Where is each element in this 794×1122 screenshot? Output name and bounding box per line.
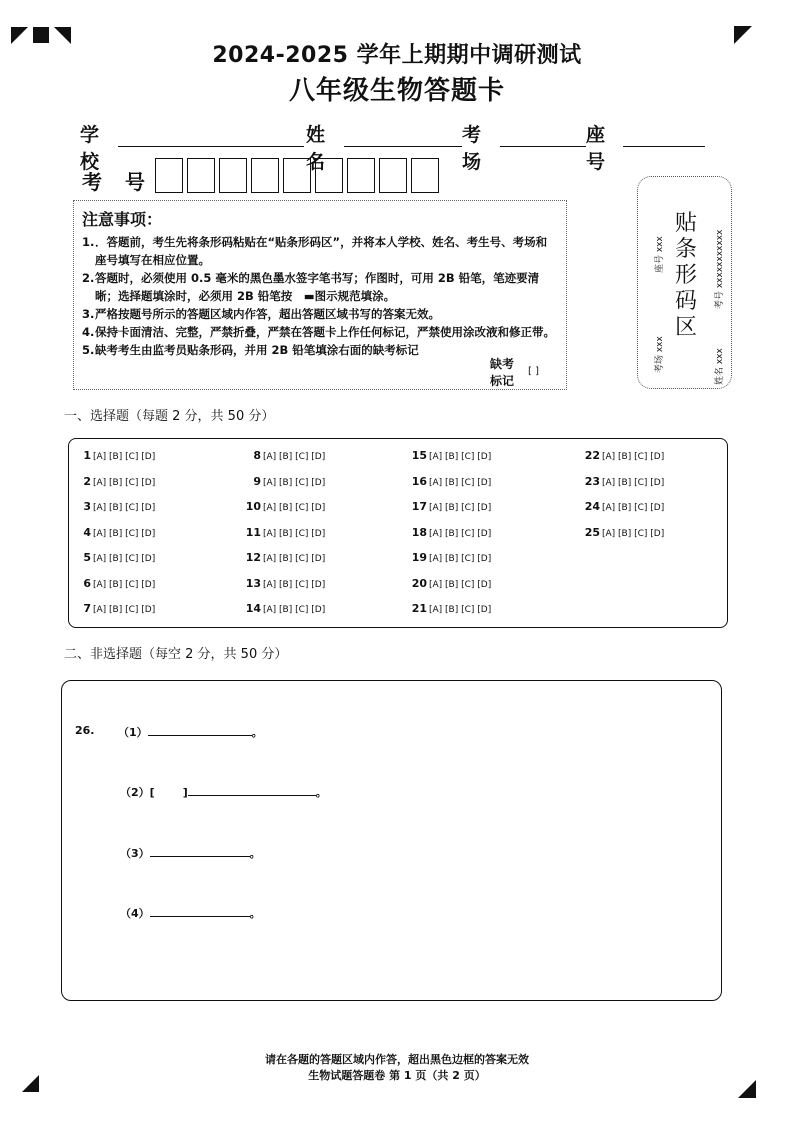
- name-field[interactable]: [344, 146, 462, 147]
- mc-number: 1: [83, 449, 91, 462]
- mc-question[interactable]: [245, 602, 325, 615]
- mc-question[interactable]: [411, 500, 491, 513]
- period: 。: [249, 847, 261, 860]
- mc-number: 17: [411, 500, 427, 513]
- mc-number: 16: [411, 475, 427, 488]
- period: 。: [249, 907, 261, 920]
- notice-title: 注意事项：: [82, 210, 163, 229]
- exam-digit-box[interactable]: [379, 158, 407, 193]
- barcode-seat: 座号 xxx: [655, 236, 665, 273]
- mc-number: 9: [253, 475, 261, 488]
- mc-number: 18: [411, 526, 427, 539]
- part-label: （4）: [120, 907, 150, 920]
- answer-4[interactable]: [120, 905, 261, 921]
- notice-text: 保持卡面清洁、完整，严禁折叠，严禁在答题卡上作任何标记，严禁使用涂改液和修正带。: [95, 325, 555, 339]
- mc-question[interactable]: [79, 500, 155, 513]
- mc-options[interactable]: [A] [B] [C] [D]: [263, 554, 326, 564]
- mc-number: 14: [245, 602, 261, 615]
- mc-options[interactable]: [A] [B] [C] [D]: [263, 503, 326, 513]
- mc-number: 25: [584, 526, 600, 539]
- section-2-heading: 二、非选择题（每空 2 分，共 50 分）: [64, 647, 288, 662]
- notice-item: [82, 341, 492, 359]
- mc-options[interactable]: [A] [B] [C] [D]: [429, 503, 492, 513]
- answer-1[interactable]: [118, 724, 263, 740]
- notice-text: 严格按题号所示的答题区域内作答，超出答题区域书写的答案无效。: [95, 307, 440, 321]
- exam-digit-box[interactable]: [347, 158, 375, 193]
- mc-question[interactable]: [411, 475, 491, 488]
- seat-label: 座号: [586, 124, 606, 173]
- bracket-close: ]: [182, 786, 188, 799]
- exam-digit-box[interactable]: [187, 158, 215, 193]
- mc-question[interactable]: [79, 475, 155, 488]
- mc-question[interactable]: [584, 449, 664, 462]
- answer-blank[interactable]: [148, 724, 252, 736]
- question-number: 26.: [75, 724, 95, 737]
- notice-item: [82, 233, 558, 269]
- school-field[interactable]: [118, 146, 304, 147]
- period: 。: [315, 786, 327, 799]
- mc-number: 15: [411, 449, 427, 462]
- mc-options[interactable]: [A] [B] [C] [D]: [93, 580, 156, 590]
- mc-number: 5: [83, 551, 91, 564]
- period: 。: [251, 726, 263, 739]
- notice-text: 缺考考生由监考员贴条形码，并用 2B 铅笔填涂右面的缺考标记: [95, 343, 419, 357]
- absent-checkbox[interactable]: [ ]: [528, 366, 539, 377]
- school-label: 学校: [80, 124, 100, 173]
- mc-question[interactable]: [245, 449, 325, 462]
- mc-options[interactable]: [A] [B] [C] [D]: [263, 580, 326, 590]
- notice-num: 4.: [82, 325, 95, 339]
- mc-options[interactable]: [A] [B] [C] [D]: [602, 529, 665, 539]
- mc-question[interactable]: [79, 526, 155, 539]
- mc-question[interactable]: [79, 449, 155, 462]
- mc-number: 6: [83, 577, 91, 590]
- mc-options[interactable]: [A] [B] [C] [D]: [93, 452, 156, 462]
- mc-number: 20: [411, 577, 427, 590]
- mc-question[interactable]: [584, 475, 664, 488]
- mc-options[interactable]: [A] [B] [C] [D]: [429, 580, 492, 590]
- mc-question[interactable]: [245, 526, 325, 539]
- mc-question[interactable]: [245, 551, 325, 564]
- room-label: 考场: [462, 124, 482, 173]
- mc-number: 23: [584, 475, 600, 488]
- notice-text: ．答题前，考生先将条形码粘贴在“贴条形码区”，并将本人学校、姓名、考生号、考场和座号填写在相应位置。: [95, 235, 548, 267]
- mc-number: 2: [83, 475, 91, 488]
- exam-number-label: 考 号: [82, 170, 153, 194]
- barcode-room: 考场 xxx: [655, 336, 665, 373]
- mc-number: 21: [411, 602, 427, 615]
- part-label: （1）: [118, 726, 148, 739]
- barcode-name: 姓名 xxx: [715, 348, 725, 385]
- mc-options[interactable]: [A] [B] [C] [D]: [429, 529, 492, 539]
- mc-question[interactable]: [79, 602, 155, 615]
- exam-digit-box[interactable]: [251, 158, 279, 193]
- notice-num: 3.: [82, 307, 95, 321]
- mc-options[interactable]: [A] [B] [C] [D]: [93, 554, 156, 564]
- mc-options[interactable]: [A] [B] [C] [D]: [263, 529, 326, 539]
- answer-area[interactable]: [61, 680, 722, 1001]
- exam-number-boxes: [155, 158, 439, 193]
- barcode-exam-no: 考号 xxxxxxxxxxx: [715, 229, 725, 309]
- seat-field[interactable]: [623, 146, 705, 147]
- multiple-choice-area: [68, 438, 728, 628]
- notice-item: [82, 323, 558, 341]
- part-label: （2）[: [120, 786, 155, 799]
- mc-question[interactable]: [411, 526, 491, 539]
- exam-digit-box[interactable]: [283, 158, 311, 193]
- notice-num: 1.: [82, 235, 95, 249]
- mc-options[interactable]: [A] [B] [C] [D]: [602, 452, 665, 462]
- mc-options[interactable]: [A] [B] [C] [D]: [429, 605, 492, 615]
- mc-question[interactable]: [584, 500, 664, 513]
- mc-question[interactable]: [245, 500, 325, 513]
- mc-options[interactable]: [A] [B] [C] [D]: [602, 503, 665, 513]
- mc-options[interactable]: [A] [B] [C] [D]: [93, 503, 156, 513]
- mc-options[interactable]: [A] [B] [C] [D]: [429, 554, 492, 564]
- mc-question[interactable]: [79, 551, 155, 564]
- mc-options[interactable]: [A] [B] [C] [D]: [602, 478, 665, 488]
- exam-digit-box[interactable]: [315, 158, 343, 193]
- part-label: （3）: [120, 847, 150, 860]
- answer-2[interactable]: [120, 784, 327, 800]
- footer-note: 请在各题的答题区域内作答，超出黑色边框的答案无效: [265, 1053, 529, 1066]
- notice-item: [82, 269, 558, 305]
- mc-number: 4: [83, 526, 91, 539]
- absent-label: 缺考标记: [490, 357, 515, 388]
- mc-options[interactable]: [A] [B] [C] [D]: [263, 605, 326, 615]
- room-field[interactable]: [500, 146, 586, 147]
- exam-digit-box[interactable]: [155, 158, 183, 193]
- exam-digit-box[interactable]: [411, 158, 439, 193]
- mc-number: 8: [253, 449, 261, 462]
- section-1-heading: 一、选择题（每题 2 分，共 50 分）: [64, 409, 275, 424]
- mc-number: 10: [245, 500, 261, 513]
- mc-options[interactable]: [A] [B] [C] [D]: [429, 452, 492, 462]
- answer-blank[interactable]: [188, 784, 316, 796]
- mc-options[interactable]: [A] [B] [C] [D]: [93, 529, 156, 539]
- mc-question[interactable]: [411, 577, 491, 590]
- page-subtitle: 八年级生物答题卡: [288, 76, 505, 106]
- mc-options[interactable]: [A] [B] [C] [D]: [263, 452, 326, 462]
- mc-number: 11: [245, 526, 261, 539]
- notice-num: 2.: [82, 271, 95, 285]
- barcode-label: 贴条形码区: [674, 211, 697, 340]
- mc-number: 13: [245, 577, 261, 590]
- page-title: 2024-2025 学年上期期中调研测试: [212, 43, 582, 68]
- mc-options[interactable]: [A] [B] [C] [D]: [263, 478, 326, 488]
- mc-question[interactable]: [245, 577, 325, 590]
- barcode-area[interactable]: [637, 176, 732, 389]
- notice-text: 答题时，必须使用 0.5 毫米的黑色墨水签字笔书写；作图时，可用 2B 铅笔，笔迹要清晰；选择题填涂时，必须用 2B 铅笔按 ▬图示规范填涂。: [95, 271, 540, 303]
- mc-number: 12: [245, 551, 261, 564]
- answer-blank[interactable]: [150, 905, 250, 917]
- exam-digit-box[interactable]: [219, 158, 247, 193]
- mc-question[interactable]: [411, 551, 491, 564]
- mc-number: 3: [83, 500, 91, 513]
- name-label: 姓名: [306, 124, 326, 173]
- notice-item: [82, 305, 558, 323]
- mc-question[interactable]: [411, 602, 491, 615]
- mc-question[interactable]: [245, 475, 325, 488]
- mc-options[interactable]: [A] [B] [C] [D]: [93, 605, 156, 615]
- footer-page: 生物试题答题卷 第 1 页（共 2 页）: [308, 1069, 486, 1082]
- mc-options[interactable]: [A] [B] [C] [D]: [429, 478, 492, 488]
- mc-number: 22: [584, 449, 600, 462]
- mc-number: 24: [584, 500, 600, 513]
- mc-question[interactable]: [79, 577, 155, 590]
- mc-options[interactable]: [A] [B] [C] [D]: [93, 478, 156, 488]
- answer-3[interactable]: [120, 845, 261, 861]
- mc-number: 19: [411, 551, 427, 564]
- mc-question[interactable]: [411, 449, 491, 462]
- answer-blank[interactable]: [150, 845, 250, 857]
- mc-number: 7: [83, 602, 91, 615]
- notice-num: 5.: [82, 343, 95, 357]
- mc-question[interactable]: [584, 526, 664, 539]
